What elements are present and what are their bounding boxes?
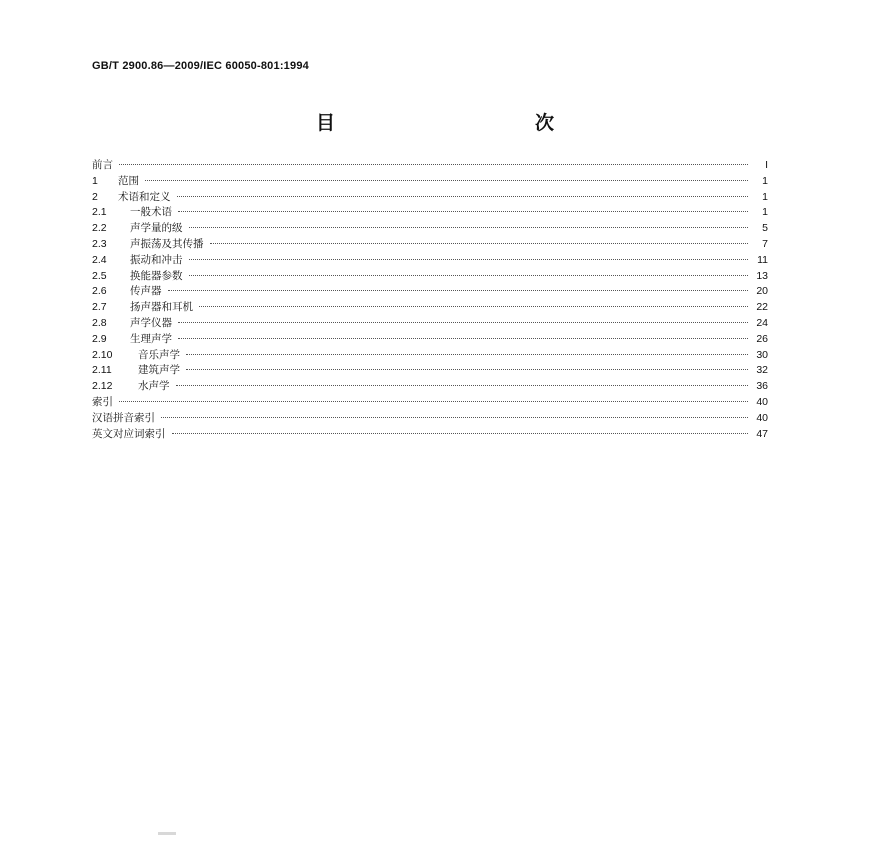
toc-entry-page-number: 1 [762, 190, 768, 203]
toc-entry-page-number: 32 [756, 364, 768, 377]
toc-entry-page-number: 1 [762, 206, 768, 219]
toc-entry-label: 索引 [92, 395, 113, 408]
toc-entry-page-number: 24 [756, 316, 768, 329]
toc-entry-page-number: 22 [756, 301, 768, 314]
toc-entry[interactable] [92, 427, 768, 443]
toc-entry-number: 2.9 [92, 332, 107, 345]
toc-entry-number: 2.1 [92, 206, 107, 219]
toc-entry[interactable] [92, 395, 768, 411]
toc-entry[interactable] [92, 237, 768, 253]
page-title: 目 次 [315, 112, 608, 134]
toc-entry-label: 前言 [92, 159, 113, 171]
toc-entry[interactable] [92, 379, 768, 395]
toc-entry-label: 范围 [118, 174, 139, 187]
toc-dot-leader [186, 369, 748, 370]
toc-entry-label: 一般术语 [130, 206, 172, 219]
toc-dot-leader [186, 354, 748, 355]
toc-entry-page-number: 36 [756, 380, 768, 393]
toc-entry-number: 2.8 [92, 316, 107, 329]
toc-entry-number: 1 [92, 174, 98, 187]
toc-entry[interactable] [92, 316, 768, 332]
toc-dot-leader [177, 196, 749, 197]
toc-entry[interactable] [92, 300, 768, 316]
toc-entry-page-number: 1 [762, 174, 768, 187]
table-of-contents [92, 158, 768, 442]
toc-dot-leader [189, 227, 749, 228]
toc-entry-page-number: 47 [756, 427, 768, 440]
toc-entry[interactable] [92, 332, 768, 348]
footer-smudge [158, 832, 176, 835]
standard-number-header: GB/T 2900.86—2009/IEC 60050-801:1994 [92, 60, 309, 72]
toc-dot-leader [178, 322, 748, 323]
toc-entry[interactable] [92, 190, 768, 206]
toc-entry-page-number: 20 [756, 285, 768, 298]
toc-entry-label: 术语和定义 [118, 190, 171, 203]
toc-dot-leader [199, 306, 748, 307]
toc-entry-number: 2.4 [92, 253, 107, 266]
toc-entry[interactable] [92, 221, 768, 237]
toc-entry-label: 声学仪器 [130, 316, 172, 329]
toc-entry-label: 振动和冲击 [130, 253, 183, 266]
toc-entry-number: 2 [92, 190, 98, 203]
toc-entry-number: 2.7 [92, 301, 107, 314]
toc-entry-label: 传声器 [130, 285, 162, 298]
toc-entry-number: 2.6 [92, 285, 107, 298]
toc-entry-page-number: 26 [756, 332, 768, 345]
toc-dot-leader [178, 211, 748, 212]
toc-dot-leader [178, 338, 748, 339]
toc-entry-label: 扬声器和耳机 [130, 301, 193, 314]
toc-dot-leader [119, 164, 748, 165]
toc-dot-leader [161, 417, 748, 418]
toc-entry[interactable] [92, 284, 768, 300]
toc-entry[interactable] [92, 205, 768, 221]
toc-entry-label: 水声学 [138, 380, 170, 393]
toc-entry[interactable] [92, 269, 768, 285]
toc-dot-leader [119, 401, 748, 402]
toc-entry-number: 2.3 [92, 237, 107, 250]
toc-dot-leader [210, 243, 749, 244]
toc-entry-page-number: 11 [757, 253, 768, 266]
toc-entry-label: 建筑声学 [138, 364, 180, 377]
toc-entry-page-number: 7 [762, 237, 768, 250]
toc-entry-page-number: 5 [762, 222, 768, 235]
toc-entry-page-number: 30 [756, 348, 768, 361]
toc-entry-number: 2.12 [92, 380, 113, 393]
toc-entry-page-number: 40 [756, 395, 768, 408]
toc-dot-leader [168, 290, 749, 291]
toc-entry-number: 2.2 [92, 222, 107, 235]
toc-entry-number: 2.10 [92, 348, 113, 361]
toc-entry[interactable] [92, 363, 768, 379]
toc-dot-leader [189, 259, 749, 260]
toc-entry-page-number: 13 [756, 269, 768, 282]
toc-entry-label: 声振荡及其传播 [130, 237, 204, 250]
toc-entry[interactable] [92, 158, 768, 174]
toc-entry-label: 音乐声学 [138, 348, 180, 361]
toc-dot-leader [145, 180, 748, 181]
toc-entry-label: 汉语拼音索引 [92, 411, 155, 424]
toc-dot-leader [172, 433, 749, 434]
toc-dot-leader [189, 275, 749, 276]
toc-entry[interactable] [92, 174, 768, 190]
toc-entry-page-number: I [765, 159, 768, 171]
toc-dot-leader [176, 385, 749, 386]
toc-entry[interactable] [92, 253, 768, 269]
toc-entry[interactable] [92, 411, 768, 427]
toc-entry[interactable] [92, 348, 768, 364]
toc-entry-label: 声学量的级 [130, 222, 183, 235]
toc-entry-number: 2.5 [92, 269, 107, 282]
toc-entry-page-number: 40 [756, 411, 768, 424]
toc-entry-label: 生理声学 [130, 332, 172, 345]
toc-entry-number: 2.11 [92, 364, 112, 377]
toc-entry-label: 换能器参数 [130, 269, 183, 282]
toc-entry-label: 英文对应词索引 [92, 427, 166, 440]
